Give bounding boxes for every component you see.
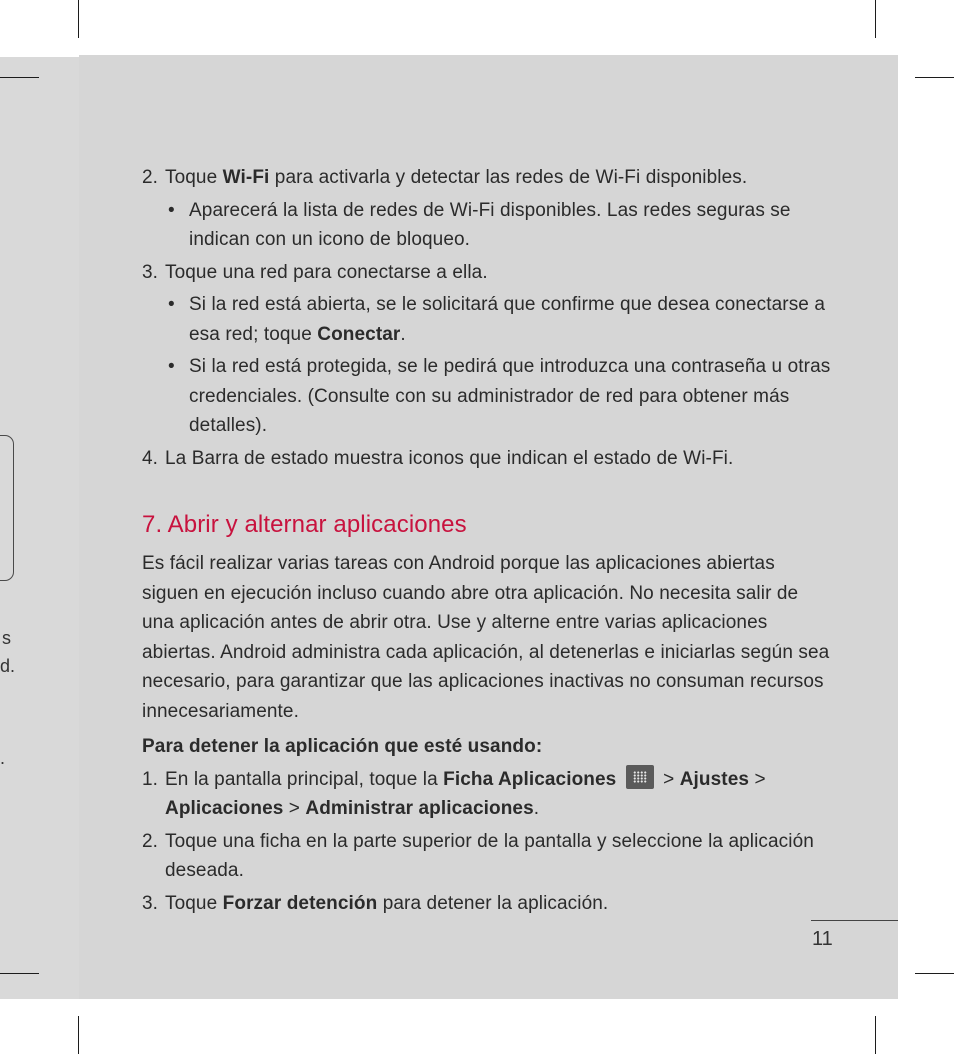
step-item [142,258,832,288]
step-text: Toque [165,892,223,914]
step-item [142,444,832,474]
section-heading: 7. Abrir y alternar aplicaciones [142,511,467,538]
section-tab-outline [0,435,14,581]
crop-mark [875,0,876,38]
crop-mark [0,77,39,78]
step-item [142,889,832,919]
bullet-text: Si la red está abierta, se le solicitará que confirme que desea conectarse a esa red; toque [189,294,826,345]
bullet-dot: • [168,294,175,315]
step-text: En la pantalla principal, toque la [165,768,444,790]
settings-term: Ajustes [679,768,750,790]
crop-mark [78,0,79,38]
step-item [142,765,832,824]
step-item [142,163,832,193]
page-number: 11 [812,928,833,950]
bullet-item [142,352,832,441]
wifi-term: Wi-Fi [222,167,270,188]
step-text: . [533,798,540,819]
page-number-rule [811,920,898,921]
step-text: para detener la aplicación. [377,892,609,914]
crop-mark [875,1016,876,1054]
crop-mark [78,1016,79,1054]
step-text: Toque una ficha en la parte superior de la pantalla y seleccione la aplicación deseada. [165,830,814,881]
previous-page-edge [0,55,79,999]
step-text: Toque [165,167,223,188]
previous-page-fragment: d. [0,656,16,676]
bullet-dot: • [168,199,175,221]
section-intro: Es fácil realizar varias tareas con Android porque las aplicaciones abiertas siguen en ejecución incluso cuando abre otra aplicación. No necesita salir de una aplicación antes de abrir otra. Use y alterne entre varias aplicaciones abiertas. Android administra cada aplicación, al detenerlas e iniciarlas según sea necesario, para garantizar que las aplicaciones inactivas no consuman recursos innecesariamente. [142,553,830,722]
step-text: > [749,768,766,790]
page-content [142,163,832,921]
bullet-text: Si la red está protegida, se le pedirá que introduzca una contraseña u otras credenciales. (Consulte con su administrador de red para obtener más detalles). [189,356,831,436]
step-number: 2. [142,167,159,188]
crop-mark [915,77,954,78]
step-number: 1. [142,768,159,790]
bullet-dot: • [168,356,175,377]
step-number: 4. [142,447,159,469]
connect-term: Conectar [317,323,401,345]
step-text: para activarla y detectar las redes de Wi-Fi disponibles. [269,167,748,188]
step-number: 3. [142,892,159,914]
crop-mark [0,973,39,974]
bullet-item [142,196,832,255]
apps-tab-term: Ficha Aplicaciones [443,768,617,790]
manage-apps-term: Administrar aplicaciones [305,798,534,819]
step-item [142,827,832,886]
previous-page-fragment: s [2,628,11,648]
step-text: Toque una red para conectarse a ella. [165,261,488,283]
applications-term: Aplicaciones [165,798,284,819]
force-stop-term: Forzar detención [222,892,378,914]
bullet-text: Aparecerá la lista de redes de Wi-Fi disponibles. Las redes seguras se indican con un icono de bloqueo. [189,199,791,250]
step-text: > [663,768,680,790]
crop-mark [915,973,954,974]
step-text: > [283,798,306,819]
step-number: 2. [142,830,159,852]
bullet-text: . [400,323,406,345]
step-text: La Barra de estado muestra iconos que indican el estado de Wi-Fi. [165,447,734,469]
page-edge [0,55,79,57]
step-number: 3. [142,261,159,283]
bullet-item [142,290,832,349]
previous-page-fragment: . [0,748,6,768]
apps-grid-icon [626,765,654,789]
subheading: Para detener la aplicación que esté usando: [142,736,543,757]
